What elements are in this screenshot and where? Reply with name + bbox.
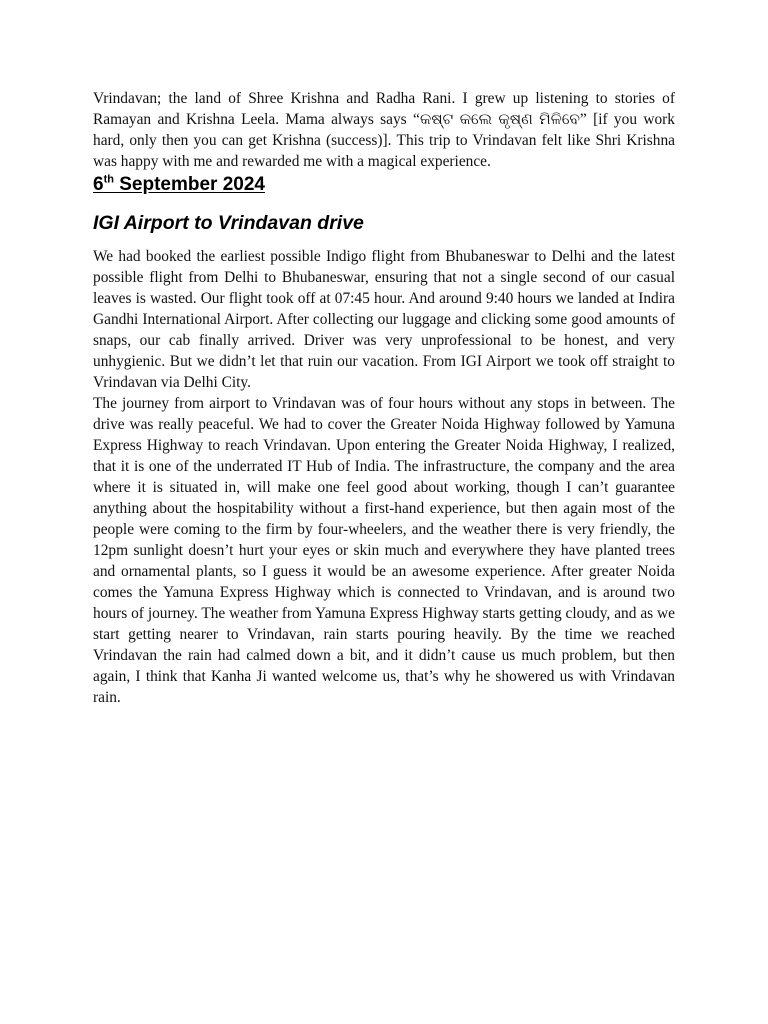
section-heading: IGI Airport to Vrindavan drive <box>93 212 364 234</box>
document-content <box>93 88 675 708</box>
body-paragraph-flight: We had booked the earliest possible Indigo flight from Bhubaneswar to Delhi and the latest possible flight from Delhi to Bhubaneswar, ensuring that not a single second of our casual leaves is wasted. Our flight took off at 07:45 hour. And around 9:40 hours we landed at Indira Gandhi International Airport. After collecting our luggage and clicking some good amounts of snaps, our cab finally arrived. Driver was very unprofessional to be honest, and very unhygienic. But we didn’t let that ruin our vacation. From IGI Airport we took off straight to Vrindavan via Delhi City. <box>93 248 675 391</box>
date-heading <box>93 172 675 198</box>
date-heading-rest: September 2024 <box>113 174 265 195</box>
date-heading-day: 6 <box>93 174 104 195</box>
body-paragraph-journey: The journey from airport to Vrindavan was of four hours without any stops in between. The drive was really peaceful. We had to cover the Greater Noida Highway followed by Yamuna Express Highway to reach Vrindavan. Upon entering the Greater Noida Highway, I realized, that it is one of the underrated IT Hub of India. The infrastructure, the company and the area where it is situated in, will make one feel good about working, though I can’t guarantee anything about the hospitability without a first-hand experience, but then again most of the people were coming to the firm by four-wheelers, and the weather there is very friendly, the 12pm sunlight doesn’t hurt your eyes or skin much and everywhere they have planted trees and ornamental plants, so I guess it would be an awesome experience. After greater Noida comes the Yamuna Express Highway which is connected to Vrindavan, and is around two hours of journey. The weather from Yamuna Express Highway starts getting cloudy, and as we start getting nearer to Vrindavan, rain starts pouring heavily. By the time we reached Vrindavan the rain had calmed down a bit, and it didn’t cause us much problem, but then again, I think that Kanha Ji wanted welcome us, that’s why he showered us with Vrindavan rain. <box>93 395 675 706</box>
date-heading-suffix: th <box>103 173 114 186</box>
intro-paragraph: Vrindavan; the land of Shree Krishna and Radha Rani. I grew up listening to stories of Ramayan and Krishna Leela. Mama always says “କଷ୍ଟ କଲେ କୃଷ୍ଣ ମିଳିବେ” [if you work hard, only then you can get Krishna (success)]. This trip to Vrindavan felt like Shri Krishna was happy with me and rewarded me with a magical experience. <box>93 90 675 170</box>
